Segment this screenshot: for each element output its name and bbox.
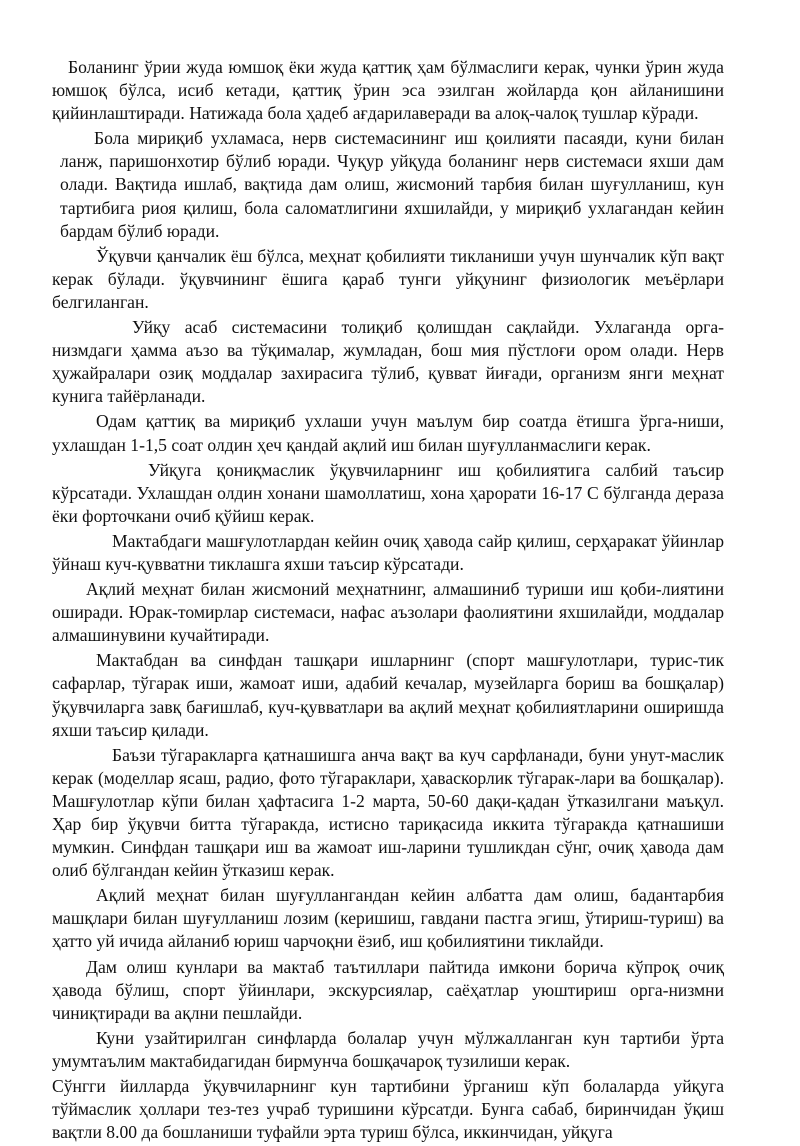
document-page [52, 56, 724, 1146]
paragraph: Уйқуга қониқмаслик ўқувчиларнинг иш қобилиятига салбий таъсир кўрсатади. Ухлашдан олдин хонани шамоллатиш, хона ҳарорати 16-17 С бўлганда дераза ёки форточкани очиб қўйиш керак. [52, 459, 724, 526]
paragraph: Ақлий меҳнат билан жисмоний меҳнатнинг, алмашиниб туриши иш қоби-лиятини оширади. Юрак-томирлар системаси, нафас аъзолари фаолиятини яхшилайди, моддалар алмашинувини кучайтиради. [52, 579, 724, 646]
paragraph: Ўқувчи қанчалик ёш бўлса, меҳнат қобилияти тикланиши учун шунчалик кўп вақт керак бўлади. ўқувчининг ёшига қараб тунги уйқунинг физиологик меъёрлари белгиланган. [52, 245, 724, 312]
paragraph: Дам олиш кунлари ва мактаб таътиллари пайтида имкони борича кўпроқ очиқ ҳавода бўлиш, спорт ўйинлари, экскурсиялар, саёҳатлар уюштириш орга-низмни чиниқтиради ва ақлни пешлайди. [52, 956, 724, 1023]
paragraph: Сўнгги йилларда ўқувчиларнинг кун тартибини ўрганиш кўп болаларда уйқуга тўймаслик ҳоллари тез-тез учраб туришини кўрсатди. Бунга сабаб, биринчидан ўқиш вақтли 8.00 да бошланиши туфайли эрта туриш бўлса, иккинчидан, уйқуга [52, 1076, 724, 1143]
paragraph: Ақлий меҳнат билан шуғуллангандан кейин албатта дам олиш, бадантарбия машқлари билан шуғулланиш лозим (керишиш, гавдани пастга эгиш, ўтириш-туриш) ва ҳатто уй ичида айланиб юриш чарчоқни ёзиб, иш қобилиятини тиклайди. [52, 885, 724, 952]
paragraph: Боланинг ўрии жуда юмшоқ ёки жуда қаттиқ ҳам бўлмаслиги керак, чунки ўрин жуда юмшоқ бўлса, исиб кетади, қаттиқ ўрин эса эзилган жойларда қон айланишини қийинлаштиради. Натижада бола ҳадеб ағдарилаверади ва алоқ-чалоқ тушлар кўради. [52, 57, 724, 124]
paragraph: Одам қаттиқ ва мириқиб ухлаши учун маълум бир соатда ётишга ўрга-ниши, ухлашдан 1-1,5 соат олдин ҳеч қандай ақлий иш билан шуғулланмаслиги керак. [52, 411, 724, 455]
paragraph: Бола мириқиб ухламаса, нерв системасининг иш қоилияти пасаяди, куни билан ланж, паришонхотир бўлиб юради. Чуқур уйқуда боланинг нерв системаси яхши дам олади. Вақтида ишлаб, вақтида дам олиш, жисмоний тарбия билан шуғулланиш, кун тартибига риоя қилиш, бола саломатлигини яхшилайди, у мириқиб ухлагандан кейин бардам бўлиб юради. [60, 128, 724, 241]
paragraph: Куни узайтирилган синфларда болалар учун мўлжалланган кун тартиби ўрта умумтаълим мактабидагидан бирмунча бошқачароқ тузилиши керак. [52, 1027, 724, 1071]
paragraph: Мактабдан ва синфдан ташқари ишларнинг (спорт машғулотлари, турис-тик сафарлар, тўгарак иши, жамоат иши, адабий кечалар, музейларга бориш ва бошқалар) ўқувчиларга завқ бағишлаб, куч-қувватлари ва ақлий меҳнат қобилиятларини оширишда яхши таъсир қилади. [52, 650, 724, 740]
paragraph: Баъзи тўгаракларга қатнашишга анча вақт ва куч сарфланади, буни унут-маслик керак (моделлар ясаш, радио, фото тўгараклари, ҳаваскорлик тўгарак-лари ва бошқалар). Машғулотлар кўпи билан ҳафтасига 1-2 марта, 50-60 дақи-қадан ўтказилгани маъқул. Ҳар бир ўқувчи битта тўгаракда, истисно тариқасида иккита тўгаракда қатнашиши мумкин. Синфдан ташқари иш ва жамоат иш-ларини тушликдан сўнг, очиқ ҳавода дам олиб бўлгандан кейин ўтказиш керак. [52, 744, 724, 881]
paragraph: Мактабдаги машғулотлардан кейин очиқ ҳавода сайр қилиш, серҳаракат ўйинлар ўйнаш куч-қувватни тиклашга яхши таъсир кўрсатади. [52, 530, 724, 574]
paragraph: Уйқу асаб системасини толиқиб қолишдан сақлайди. Ухлаганда орга-низмдаги ҳамма аъзо ва тўқималар, жумладан, бош мия пўстлоғи ором олади. Нерв ҳужайралари озиқ моддалар захирасига тўлиб, қувват йиғади, организм янги меҳнат кунига тайёрланади. [52, 317, 724, 407]
